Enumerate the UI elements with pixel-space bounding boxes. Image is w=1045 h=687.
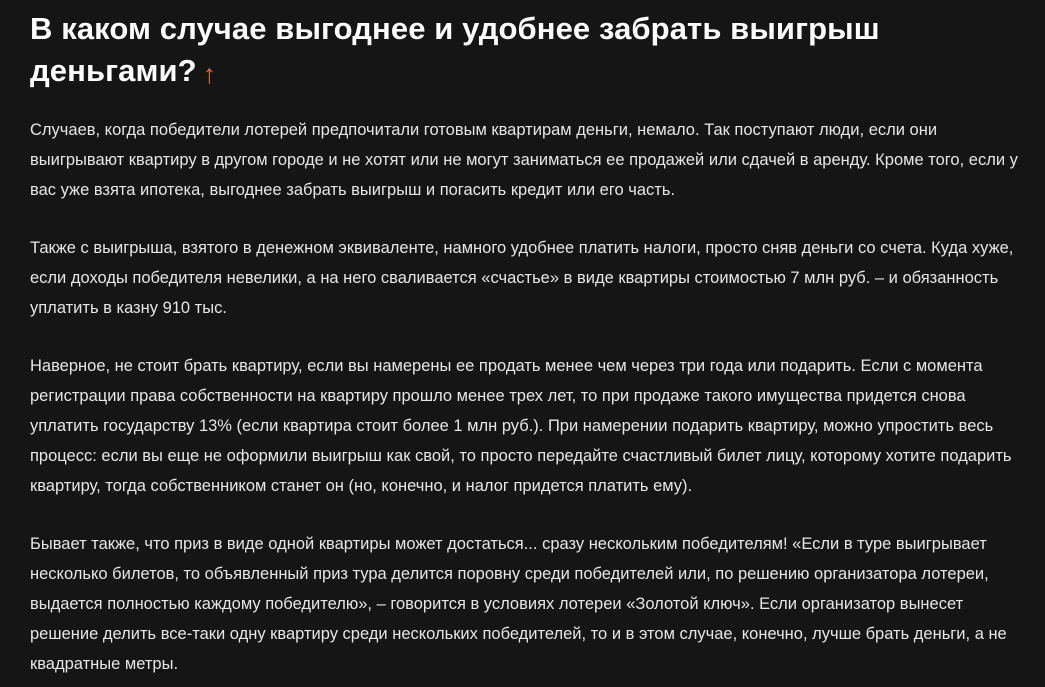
article-paragraph: Бывает также, что приз в виде одной квартиры может достаться... сразу нескольким победителям! «Если в туре выигрывает несколько билетов, то объявленный приз тура делится поровну среди победителей или, по решению организатора лотереи, выдается полностью каждому победителю», – говорится в условиях лотереи «Золотой ключ». Если организатор вынесет решение делить все-таки одну квартиру среди нескольких победителей, то и в этом случае, конечно, лучше брать деньги, а не квадратные метры. [30, 535, 1007, 673]
anchor-up-arrow-icon[interactable]: ↑ [202, 59, 217, 89]
page-title-text: В каком случае выгоднее и удобнее забрать выигрыш деньгами? [30, 11, 880, 88]
article-paragraph: Случаев, когда победители лотерей предпочитали готовым квартирам деньги, немало. Так поступают люди, если они выигрывают квартиру в другом городе и не хотят или не могут заниматься ее продажей или сдачей в аренду. Кроме того, если у вас уже взята ипотека, выгоднее забрать выигрыш и погасить кредит или его часть. [30, 121, 1018, 199]
article-paragraph: Также с выигрыша, взятого в денежном эквиваленте, намного удобнее платить налоги, просто сняв деньги со счета. Куда хуже, если доходы победителя невелики, а на него сваливается «счастье» в виде квартиры стоимостью 7 млн руб. – и обязанность уплатить в казну 910 тыс. [30, 239, 1014, 317]
article-paragraph: Наверное, не стоит брать квартиру, если вы намерены ее продать менее чем через три года или подарить. Если с момента регистрации права собственности на квартиру прошло менее трех лет, то при продаже такого имущества придется снова уплатить государству 13% (если квартира стоит более 1 млн руб.). При намерении подарить квартиру, можно упростить весь процесс: если вы еще не оформили выигрыш как свой, то просто передайте счастливый билет лицу, которому хотите подарить квартиру, тогда собственником станет он (но, конечно, и налог придется платить ему). [30, 357, 1012, 495]
page-title [30, 8, 1019, 93]
